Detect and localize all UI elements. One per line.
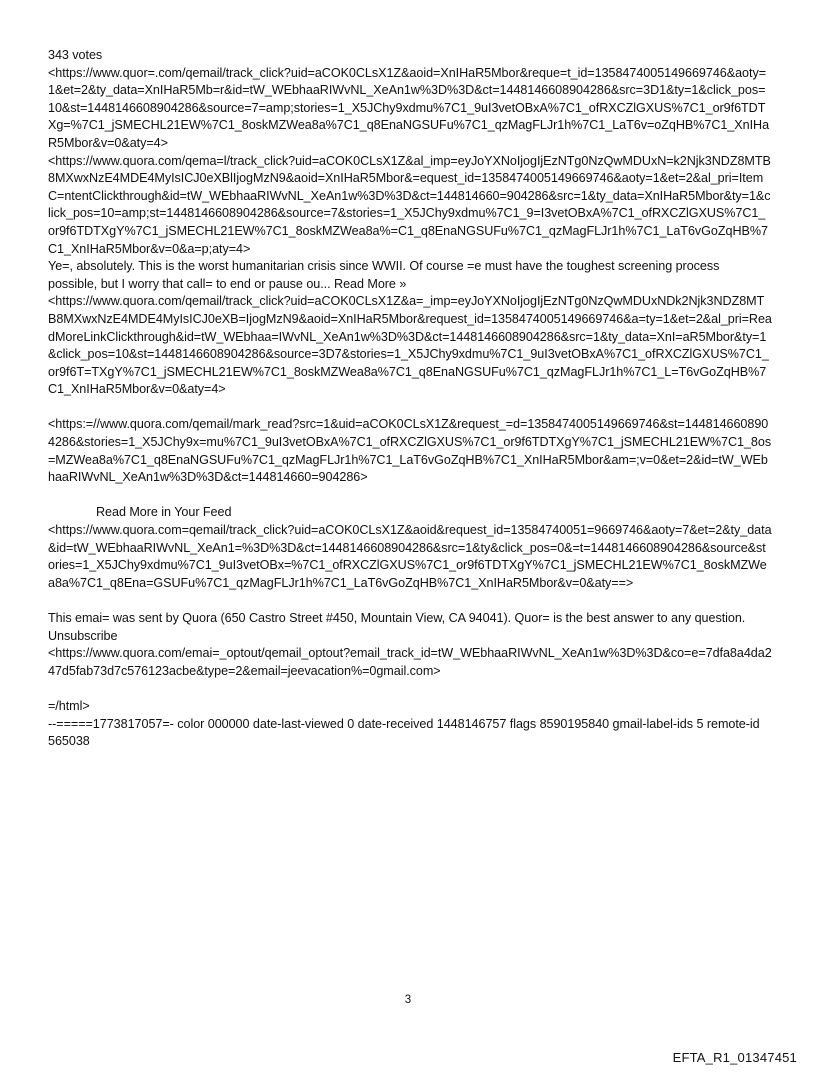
spacer (48, 592, 772, 610)
spacer (48, 680, 772, 698)
answer-preview: Ye=, absolutely. This is the worst humanitarian crisis since WWII. Of course =e must have the toughest screening process possible, but I worry that call= to end or pause ou... Read More » (48, 259, 720, 291)
tracking-link[interactable]: <https://www.quora.com/qema=l/track_click?uid=aCOK0CLsX1Z&al_imp=eyJoYXNoIjogIjEzNTg0NzQwMDUxN=k2Njk3NDZ8MTB8MXwxNzE4MDE4MyIsICJ0eXBlIjogMzN9&aoid=XnIHaR5Mbor&=equest_id=1358474005149669746&aoty=1&et=2&al_pri=ItemC=ntentClickthrough&id=tW_WEbhaaRIWvNL_XeAn1w%3D%3D&ct=144814660=904286&src=1&ty_data=XnIHaR5Mbor&ty=1&click_pos=10=amp;st=1448146608904286&source=7&stories=1_X5JChy9xdmu%7C1_9=I3vetOBxA%7C1_ofRXCZlGXUS%7C1_or9f6TDTXgY%7C1_jSMECHL21EW%7C1_8oskMZWea8a%=C1_q8EnaNGSUFu%7C1_qzMagFLJr1h%7C1_LaT6vGoZqHB%7C1_XnIHaR5Mbor&v=0&a=p;aty=4> (48, 153, 771, 256)
document-id: EFTA_R1_01347451 (672, 1050, 797, 1065)
read-more-feed-label: Read More in Your Feed (96, 505, 232, 520)
spacer (48, 399, 772, 417)
votes-count: 343 votes (48, 48, 103, 62)
html-close-tag: =/html> (48, 698, 90, 713)
email-metadata: --=====1773817057=- color 000000 date-last-viewed 0 date-received 1448146757 flags 8590195840 gmail-label-ids 5 remote-id 565038 (48, 716, 760, 749)
page-number: 3 (404, 994, 412, 1006)
feed-link[interactable]: <https://www.quora.com=qemail/track_click?uid=aCOK0CLsX1Z&aoid&request_id=13584740051=9669746&aoty=7&et=2&ty_data&id=tW_WEbhaaRIWvNL_XeAn1=%3D%3D&ct=1448146608904286&src=1&ty&click_pos=0&=t=1448146608904286&source&stories=1_X5JChy9xdmu%7C1_9uI3vetOBx=%7C1_ofRXCZlGXUS%7C1_or9f6TDTXgY%7C1_jSMECHL21EW%7C1_8oskMZWea8a%7C1_q8Ena=GSUFu%7C1_qzMagFLJr1h%7C1_LaT6vGoZqHB%7C1_XnIHaR5Mbor&v=0&aty==> (48, 523, 772, 590)
email-notice: This emai= was sent by Quora (650 Castro Street #450, Mountain View, CA 94041). Quor= is the best answer to any question. Unsubscribe (48, 611, 746, 643)
document-body (48, 47, 772, 751)
mark-read-link[interactable]: <https:=//www.quora.com/qemail/mark_read?src=1&uid=aCOK0CLsX1Z&request_=d=1358474005149669746&st=1448146608904286&stories=1_X5JChy9x=mu%7C1_9uI3vetOBxA%7C1_ofRXCZlGXUS%7C1_or9f6TDTXgY%7C1_jSMECHL21EW%7C1_8os=MZWea8a%7C1_q8EnaNGSUFu%7C1_qzMagFLJr1h%7C1_LaT6vGoZqHB%7C1_XnIHaR5Mbor&am=;v=0&et=2&id=tW_WEbhaaRIWvNL_XeAn1w%3D%3D&ct=144814660=904286> (48, 417, 772, 485)
read-more-link[interactable]: <https://www.quora.com/qemail/track_click?uid=aCOK0CLsX1Z&a=_imp=eyJoYXNoIjogIjEzNTg0NzQwMDUxNDk2Njk3NDZ8MTB8MXwxNzE4MDE4MyIsICJ0eXB=IjogMzN9&aoid=XnIHaR5Mbor&request_id=1358474005149669746&a=ty=1&et=2&al_pri=ReadMoreLinkClickthrough&id=tW_WEbhaa=IWvNL_XeAn1w%3D%3D&ct=1448146608904286&src=1&ty_data=XnI=aR5Mbor&ty=1&click_pos=10&st=1448146608904286&source=3D7&stories=1_X5JChy9xdmu%7C1_9uI3vetOBxA%7C1_ofRXCZlGXUS%7C1_or9f6T=TXgY%7C1_jSMECHL21EW%7C1_8oskMZWea8a%7C1_q8EnaNGSUFu%7C1_qzMagFLJr1h%7C1_L=T6vGoZqHB%7C1_XnIHaR5Mbor&v=0&aty=4> (48, 294, 772, 397)
unsubscribe-link[interactable]: <https://www.quora.com/emai=_optout/qemail_optout?email_track_id=tW_WEbhaaRIWvNL_XeAn1w%3D%3D&co=e=7dfa8a4da247d5fab73d7c576123acbe&type=2&email=jeevacation%=0gmail.com> (48, 646, 772, 678)
tracking-link[interactable]: <https://www.quor=.com/qemail/track_click?uid=aCOK0CLsX1Z&aoid=XnIHaR5Mbor&reque=t_id=1358474005149669746&aoty=1&et=2&ty_data=XnIHaR5Mb=r&id=tW_WEbhaaRIWvNL_XeAn1w%3D%3D&ct=1448146608904286&src=3D1&ty=1&click_pos=10&st=1448146608904286&source=7=amp;stories=1_X5JChy9xdmu%7C1_9uI3vetOBxA%7C1_ofRXCZlGXUS%7C1_or9f6TDTXg=%7C1_jSMECHL21EW%7C1_8oskMZWea8a%7C1_q8EnaNGSUFu%7C1_qzMagFLJr1h%7C1_LaT6v=oZqHB%7C1_XnIHaR5Mbor&v=0&aty=4> (48, 65, 770, 150)
spacer (48, 487, 772, 505)
